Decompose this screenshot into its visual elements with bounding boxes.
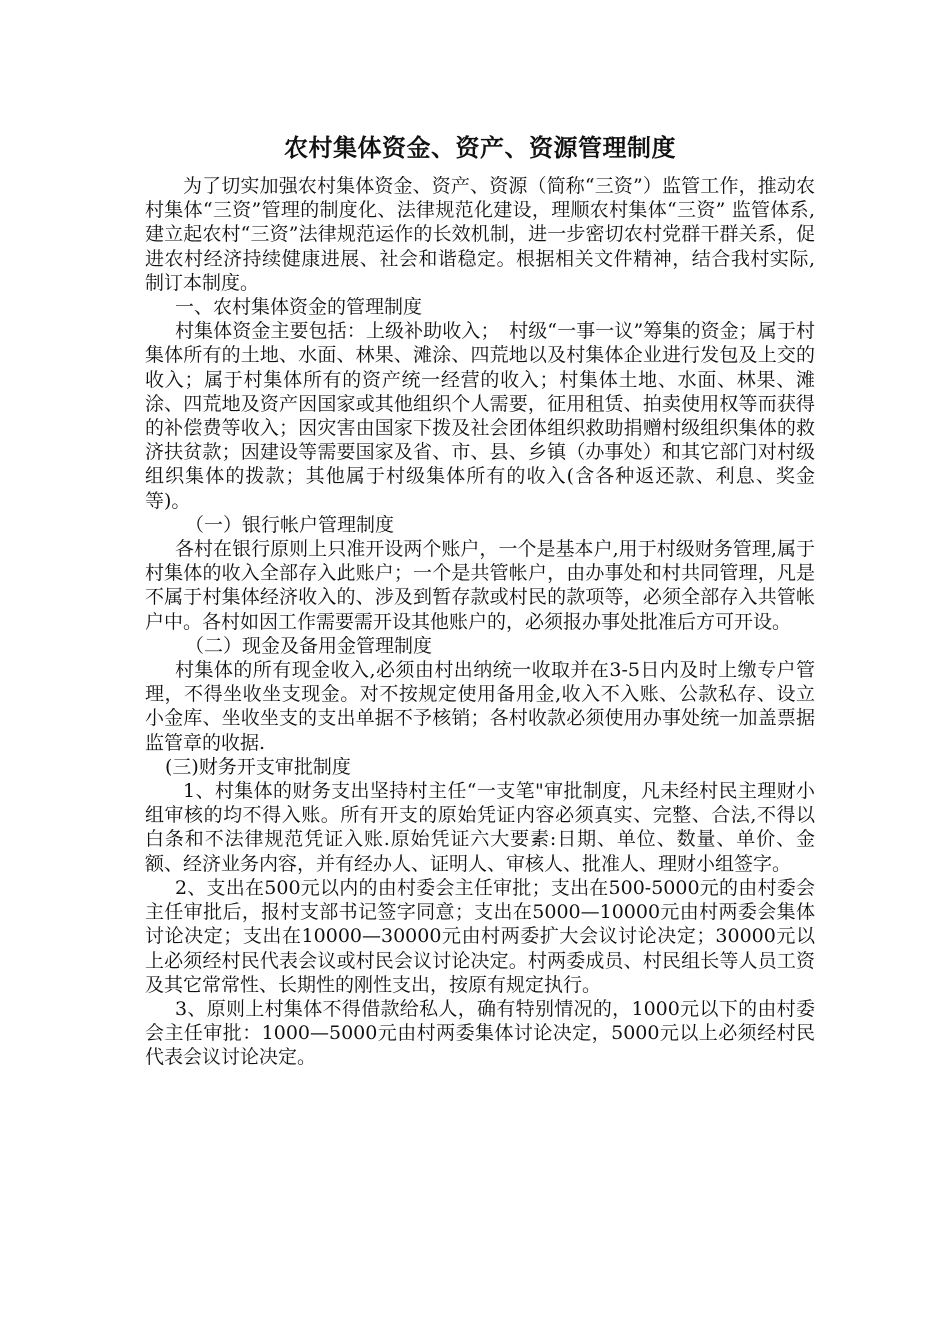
subsection1-heading: （一）银行帐户管理制度 [185,513,395,536]
subsection3-heading: (三)财务开支审批制度 [165,755,351,778]
section1-heading: 一、农村集体资金的管理制度 [175,296,423,319]
subsection1-paragraph: 各村在银行原则上只准开设两个账户，一个是基本户,用于村级财务管理,属于村集体的收入全部存入此账户；一个是共管帐户，由办事处和村共同管理，凡是不属于村集体经济收入的、涉及到暂存款或村民的款项等，必须全部存入共管帐户中。各村如因工作需要需开设其他账户的，必须报办事处批准后方可开设。 [145,538,815,633]
intro-paragraph: 为了切实加强农村集体资金、资产、资源（简称“三资”）监管工作，推动农村集体“三资”管理的制度化、法律规范化建设，理顺农村集体“三资” 监管体系,建立起农村“三资”法律规范运作的长效机制，进一步密切农村党群干群关系，促进农村经济持续健康进展、社会和谐稳定。根据相关文件精神，结合我村实际,制订本制度。 [145,175,815,294]
section1-paragraph: 村集体资金主要包括：上级补助收入； 村级“一事一议”筹集的资金；属于村集体所有的土地、水面、林果、滩涂、四荒地以及村集体企业进行发包及上交的收入；属于村集体所有的资产统一经营的收入；村集体土地、水面、林果、滩涂、四荒地及资产因国家或其他组织个人需要，征用租赁、拍卖使用权等而获得的补偿费等收入；因灾害由国家下拨及社会团体组织救助捐赠村级组织集体的救济扶贫款；因建设等需要国家及省、市、县、乡镇（办事处）和其它部门对村级组织集体的拨款；其他属于村级集体所有的收入(含各种返还款、利息、奖金等)。 [145,320,815,512]
approval-item-2: 2、支出在500元以内的由村委会主任审批；支出在500-5000元的由村委会主任审批后，报村支部书记签字同意；支出在5000—10000元由村两委会集体讨论决定；支出在10000—30000元由村两委扩大会议讨论决定；30000元以上必须经村民代表会议或村民会议讨论决定。村两委成员、村民组长等人员工资及其它常常性、长期性的刚性支出，按原有规定执行。 [145,876,815,996]
subsection2-heading: （二）现金及备用金管理制度 [185,634,433,657]
document-title: 农村集体资金、资产、资源管理制度 [284,134,676,162]
approval-item-3: 3、原则上村集体不得借款给私人，确有特别情况的，1000元以下的由村委会主任审批：1000—5000元由村两委集体讨论决定，5000元以上必须经村民代表会议讨论决定。 [145,997,815,1069]
approval-item-1: 1、村集体的财务支出坚持村主任“一支笔"审批制度，凡未经村民主理财小组审核的均不得入账。所有开支的原始凭证内容必须真实、完整、合法,不得以白条和不法律规范凭证入账.原始凭证六大要素:日期、单位、数量、单价、金额、经济业务内容，并有经办人、证明人、审核人、批准人、理财小组签字。 [145,780,815,875]
subsection2-paragraph: 村集体的所有现金收入,必须由村出纳统一收取并在3-5日内及时上缴专户管理，不得坐收坐支现金。对不按规定使用备用金,收入不入账、公款私存、设立小金库、坐收坐支的支出单据不予核销；各村收款必须使用办事处统一加盖票据监管章的收据. [145,659,815,754]
document-page [145,128,815,1070]
